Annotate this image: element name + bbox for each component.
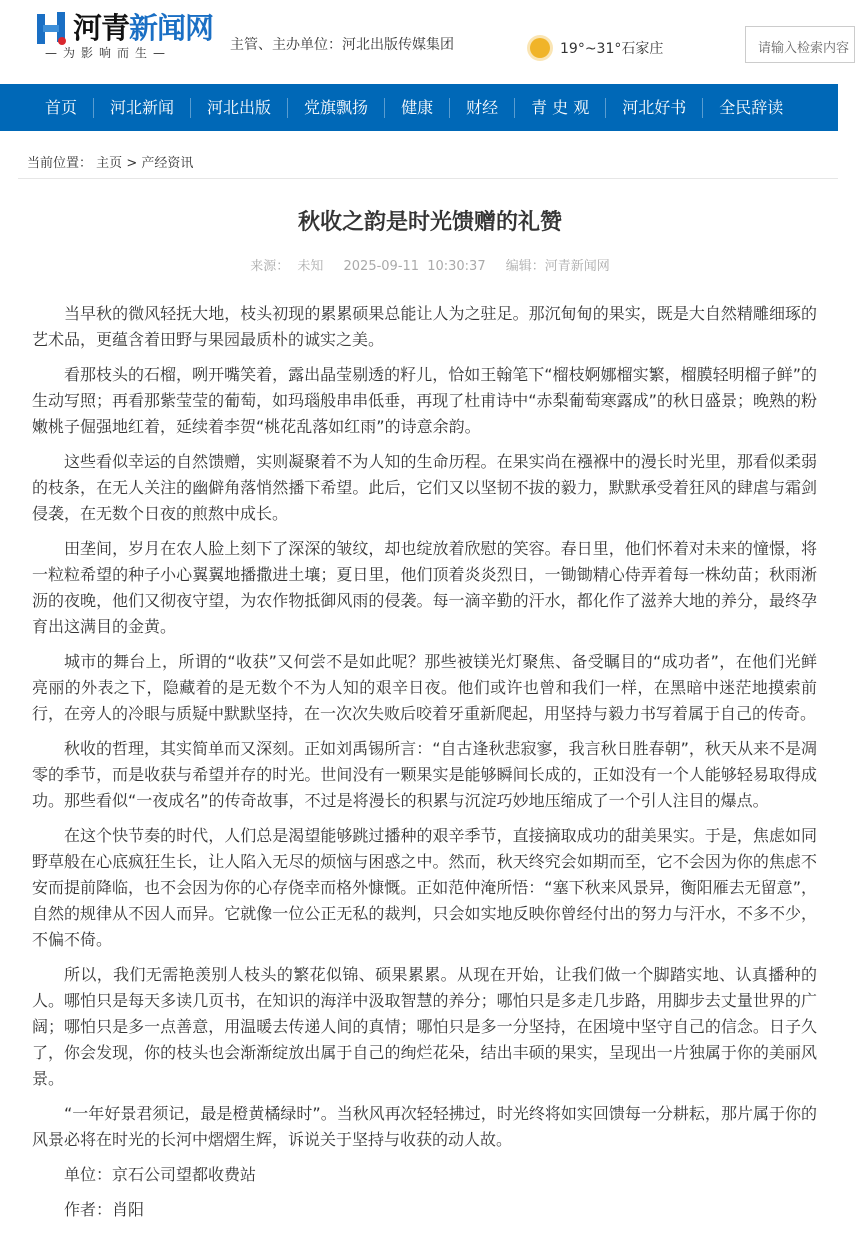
main-nav: [0, 84, 838, 131]
article-body: [32, 301, 817, 1232]
search-input[interactable]: 请输入检索内容: [745, 26, 855, 63]
article-editor: 编辑：河青新闻网: [505, 259, 610, 274]
breadcrumb-home[interactable]: 主页: [96, 156, 123, 171]
paragraph: 当早秋的微风轻抚大地，枝头初现的累累硕果总能让人为之驻足。那沉甸甸的果实，既是大自然精雕细琢的艺术品，更蕴含着田野与果园最质朴的诚实之美。: [32, 304, 817, 349]
paragraph: 田垄间，岁月在农人脸上刻下了深深的皱纹，却也绽放着欣慰的笑容。春日里，他们怀着对未来的憧憬，将一粒粒希望的种子小心翼翼地播撒进土壤；夏日里，他们顶着炎炎烈日，一锄锄精心侍弄着每一株幼苗；秋雨淅沥的夜晚，他们又彻夜守望，为农作物抵御风雨的侵袭。每一滴辛勤的汗水，都化作了滋养大地的养分，最终孕育出这满目的金黄。: [32, 539, 817, 636]
paragraph: “一年好景君须记，最是橙黄橘绿时”。当秋风再次轻轻拂过，时光终将如实回馈每一分耕耘，那片属于你的风景必将在时光的长河中熠熠生辉，诉说关于坚持与收获的动人故。: [32, 1104, 817, 1149]
nav-item-history[interactable]: 青 史 观: [515, 98, 606, 118]
paragraph: 看那枝头的石榴，咧开嘴笑着，露出晶莹剔透的籽儿，恰如王翰笔下“榴枝婀娜榴实繁，榴膜轻明榴子鲜”的生动写照；再看那紫莹莹的葡萄，如玛瑙般串串低垂，再现了杜甫诗中“赤梨葡萄寒露成”的秋日盛景；晚熟的粉嫩桃子倔强地红着，延续着李贺“桃花乱落如红雨”的诗意余韵。: [32, 365, 817, 436]
breadcrumb-current[interactable]: 产经资讯: [141, 156, 194, 171]
breadcrumb-sep: >: [126, 156, 138, 171]
nav-item-reading[interactable]: 全民辞读: [719, 97, 784, 117]
logo-text: 河青新闻网: [73, 11, 214, 45]
site-header: [0, 0, 850, 84]
sun-icon: [530, 38, 550, 58]
paragraph: 所以，我们无需艳羡别人枝头的繁花似锦、硕果累累。从现在开始，让我们做一个脚踏实地、认真播种的人。哪怕只是每天多读几页书，在知识的海洋中汲取智慧的养分；哪怕只是多走几步路，用脚步去丈量世界的广阔；哪怕只是多一点善意，用温暖去传递人间的真情；哪怕只是多一分坚持，在困境中坚守自己的信念。日子久了，你会发现，你的枝头也会渐渐绽放出属于自己的绚烂花朵，结出丰硕的果实，呈现出一片独属于你的美丽风景。: [32, 965, 817, 1088]
divider: [18, 178, 838, 179]
nav-item-home[interactable]: 首页: [29, 98, 94, 118]
weather-widget: [530, 38, 663, 58]
article-title: 秋收之韵是时光馈赠的礼赞: [297, 210, 562, 235]
paragraph: 城市的舞台上，所谓的“收获”又何尝不是如此呢？那些被镁光灯聚焦、备受瞩目的“成功者”，在他们光鲜亮丽的外表之下，隐藏着的是无数个不为人知的艰辛日夜。他们或许也曾和我们一样，在黑暗中迷茫地摸索前行，在旁人的冷眼与质疑中默默坚持，在一次次失败后咬着牙重新爬起，用坚持与毅力书写着属于自己的传奇。: [32, 652, 817, 723]
logo-h-icon: [35, 10, 69, 46]
article-datetime: 2025-09-11 10:30:37: [343, 259, 486, 274]
article-unit: 单位：京石公司望都收费站: [64, 1165, 257, 1184]
weather-text: 19°~31°石家庄: [560, 41, 664, 57]
paragraph: 秋收的哲理，其实简单而又深刻。正如刘禹锡所言：“自古逢秋悲寂寥，我言秋日胜春朝”，秋天从来不是凋零的季节，而是收获与希望并存的时光。世间没有一颗果实是能够瞬间长成的，正如没有一个人能够轻易取得成功。那些看似“一夜成名”的传奇故事，不过是将漫长的积累与沉淀巧妙地压缩成了一个引人注目的爆点。: [32, 739, 817, 810]
paragraph: 这些看似幸运的自然馈赠，实则凝聚着不为人知的生命历程。在果实尚在襁褓中的漫长时光里，那看似柔弱的枝条，在无人关注的幽僻角落悄然播下希望。此后，它们又以坚韧不拔的毅力，默默承受着狂风的肆虐与霜剑侵袭，在无数个日夜的煎熬中成长。: [32, 452, 817, 523]
nav-item-hebei-publishing[interactable]: 河北出版: [191, 98, 288, 118]
nav-item-party[interactable]: 党旗飘扬: [288, 98, 385, 118]
nav-item-finance[interactable]: 财经: [450, 98, 515, 118]
logo-slogan: —为影响而生—: [45, 46, 172, 60]
breadcrumb: [27, 152, 193, 171]
article-author: 作者：肖阳: [64, 1200, 145, 1219]
nav-item-hebei-news[interactable]: 河北新闻: [94, 98, 191, 118]
paragraph: 在这个快节奏的时代，人们总是渴望能够跳过播种的艰辛季节，直接摘取成功的甜美果实。于是，焦虑如同野草般在心底疯狂生长，让人陷入无尽的烦恼与困惑之中。然而，秋天终究会如期而至，它不会因为你的焦虑不安而提前降临，也不会因为你的心存侥幸而格外慷慨。正如范仲淹所悟：“塞下秋来风景异，衡阳雁去无留意”，自然的规律从不因人而异。它就像一位公正无私的裁判，只会如实地反映你曾经付出的努力与汗水，不多不少，不偏不倚。: [32, 826, 817, 949]
nav-item-health[interactable]: 健康: [385, 98, 450, 118]
sponsor-text: 主管、主办单位：河北出版传媒集团: [230, 37, 454, 53]
breadcrumb-prefix: 当前位置：: [27, 156, 93, 171]
article-source: 来源： 未知: [250, 259, 324, 274]
nav-item-good-books[interactable]: 河北好书: [606, 98, 703, 118]
site-logo[interactable]: [35, 6, 220, 62]
article-meta: [0, 255, 860, 274]
